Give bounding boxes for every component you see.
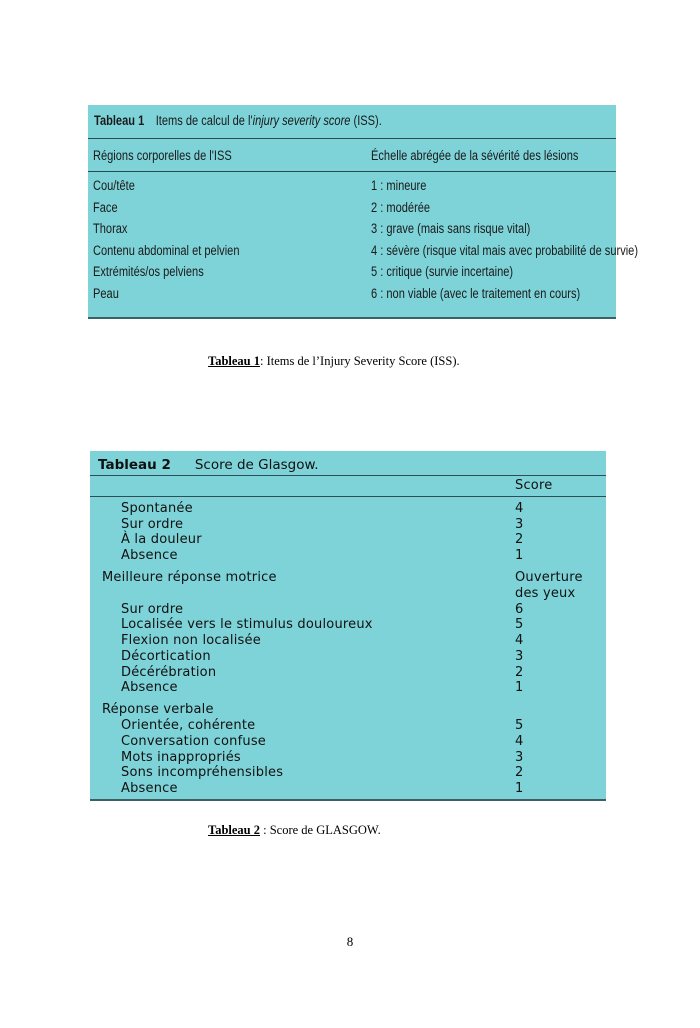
iss-table-title-divider <box>88 138 616 139</box>
glasgow-score-value: 1 <box>515 548 524 564</box>
iss-caption-text: : Items de l’Injury Severity Score (ISS). <box>260 354 460 368</box>
iss-scale-cell: 1 : mineure <box>371 178 427 193</box>
glasgow-score-value: 5 <box>515 718 524 734</box>
iss-table-bottom-rule <box>88 317 616 319</box>
iss-region-cell: Thorax <box>93 221 128 237</box>
glasgow-caption-text: : Score de GLASGOW. <box>260 823 381 837</box>
iss-scale-cell: 6 : non viable (avec le traitement en cours) <box>371 286 581 301</box>
iss-table <box>88 105 639 319</box>
glasgow-table-number: Tableau 2 <box>98 457 171 473</box>
iss-col-header-scale: Échelle abrégée de la sévérité des lésions <box>371 148 579 163</box>
iss-scale-cell: 5 : critique (survie incertaine) <box>371 264 514 280</box>
iss-table-header-divider <box>88 171 616 172</box>
glasgow-item-label: À la douleur <box>121 532 202 548</box>
glasgow-score-value: 4 <box>515 633 524 649</box>
glasgow-table-title-text: Score de Glasgow. <box>194 457 319 473</box>
iss-table-title-post: (ISS). <box>350 113 382 128</box>
iss-scale-cell: 2 : modérée <box>371 199 431 215</box>
glasgow-score-value: 2 <box>515 664 524 680</box>
glasgow-score-value: 2 <box>515 765 524 781</box>
glasgow-score-value: 3 <box>515 749 524 765</box>
glasgow-score-value: 2 <box>515 532 524 548</box>
glasgow-item-label: Absence <box>121 680 178 696</box>
iss-region-cell: Cou/tête <box>93 178 135 193</box>
iss-table-title-italic: injury severity score <box>252 113 351 128</box>
glasgow-table-header-divider <box>90 496 606 497</box>
glasgow-item-label: Absence <box>121 548 178 564</box>
glasgow-score-header: Score <box>515 478 553 493</box>
page-number: 8 <box>346 934 354 949</box>
glasgow-item-label: Localisée vers le stimulus douloureux <box>121 617 373 633</box>
glasgow-table-title <box>98 457 319 473</box>
glasgow-item-label: Flexion non localisée <box>121 633 261 649</box>
glasgow-table <box>90 451 606 801</box>
glasgow-item-label: Sons incompréhensibles <box>121 765 284 781</box>
iss-scale-cell: 4 : sévère (risque vital mais avec probabilité de survie) <box>371 242 639 258</box>
iss-table-row <box>88 200 616 222</box>
glasgow-table-caption <box>208 823 381 838</box>
iss-table-row <box>88 178 616 200</box>
glasgow-category-label: Réponse verbale <box>102 702 214 718</box>
glasgow-item-label: Absence <box>121 780 178 796</box>
iss-table-row <box>88 286 616 308</box>
glasgow-score-value: des yeux <box>515 586 576 601</box>
iss-table-row <box>88 242 639 265</box>
glasgow-score-value: Ouverture <box>515 570 583 586</box>
glasgow-score-value: 4 <box>515 733 524 749</box>
iss-region-cell: Peau <box>93 286 119 301</box>
glasgow-score-value: 1 <box>515 680 524 696</box>
iss-region-cell: Contenu abdominal et pelvien <box>93 242 240 258</box>
glasgow-item-label: Spontanée <box>121 501 193 516</box>
glasgow-category-label: Meilleure réponse motrice <box>102 570 277 586</box>
glasgow-item-label: Orientée, cohérente <box>121 718 256 734</box>
glasgow-table-bottom-rule <box>90 799 606 801</box>
glasgow-item-label: Mots inappropriés <box>121 749 241 765</box>
glasgow-caption-label: Tableau 2 <box>208 823 260 837</box>
glasgow-score-value: 6 <box>515 601 524 617</box>
glasgow-item-label: Sur ordre <box>121 601 184 617</box>
glasgow-table-title-divider <box>90 475 606 476</box>
iss-col-header-regions: Régions corporelles de l'ISS <box>93 148 232 163</box>
iss-table-row <box>88 221 616 243</box>
iss-table-caption <box>208 354 460 369</box>
glasgow-item-label: Décérébration <box>121 664 217 680</box>
glasgow-score-value: 3 <box>515 648 524 664</box>
glasgow-score-value: 5 <box>515 617 524 633</box>
glasgow-item-label: Décortication <box>121 648 211 664</box>
glasgow-score-value: 1 <box>515 780 524 796</box>
glasgow-item-label: Conversation confuse <box>121 733 267 749</box>
glasgow-score-value: 4 <box>515 501 524 516</box>
iss-region-cell: Face <box>93 199 118 215</box>
iss-table-number: Tableau 1 <box>94 113 145 128</box>
glasgow-item-label: Sur ordre <box>121 516 184 532</box>
iss-table-title <box>94 113 517 135</box>
iss-scale-cell: 3 : grave (mais sans risque vital) <box>371 221 531 237</box>
iss-table-title-pre: Items de calcul de l' <box>155 113 253 128</box>
iss-region-cell: Extrémités/os pelviens <box>93 264 204 280</box>
iss-table-row <box>88 264 616 286</box>
iss-caption-label: Tableau 1 <box>208 354 260 368</box>
glasgow-score-value: 3 <box>515 516 524 532</box>
